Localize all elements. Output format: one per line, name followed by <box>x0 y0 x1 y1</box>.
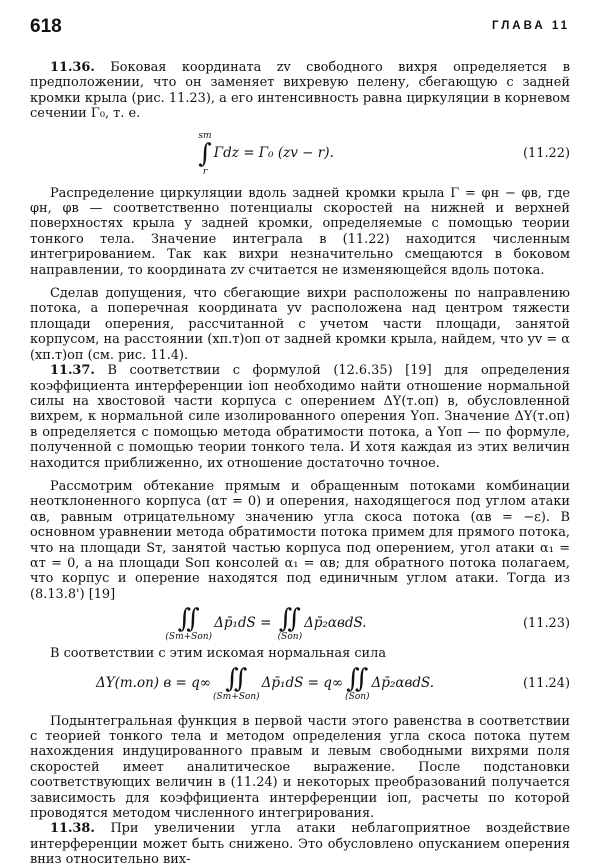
integral-sign: sm ∫ r <box>198 130 212 177</box>
paragraph-integrand: Подынтегральная функция в первой части этого равенства в соответствии с теорией тонкого тела и методом определения угла скоса потока путем нахождения индуцированного правым и левым свободными вихрями поля скоростей имеет аналитическое выражение. После подстановки соответствующих величин в (11.24) и некоторых преобразований получается зависимость для коэффициента интерференции iоп, расчеты по которой проводятся методом численного интегрирования. <box>30 713 570 822</box>
equation-body <box>30 602 500 646</box>
paragraph-11-37 <box>30 363 570 471</box>
equation-11-23 <box>30 602 570 646</box>
double-integral-sign: ∬ (Sоп) <box>277 604 303 643</box>
paragraph-flow: Рассмотрим обтекание прямым и обращенным потоками комбинации неотклоненного корпуса (αт = 0) и оперения, находящегося под углом атаки αв, равным отрицательному значению угла скоса потока (αв = −ε). В основном уравнении метода обратимости потока примем для прямого потока, что на площади Sт, занятой частью корпуса под оперением, угол атаки α₁ = αт = 0, а на площади Sоп консолей α₁ = αв; для обратного потока полагаем, что корпус и оперение находятся под единичным углом атаки. Тогда из (8.13.8') [19] <box>30 478 570 602</box>
lower-limit: r <box>202 166 208 177</box>
integration-domain: (Sоп) <box>277 632 303 643</box>
integrand: Γdz <box>213 144 239 161</box>
equation-rhs: = Γ₀ (zv − r). <box>243 144 334 161</box>
integration-domain: (Sт+Sоп) <box>213 691 260 702</box>
equation-number: (11.24) <box>523 675 570 691</box>
page-number: 618 <box>30 16 62 37</box>
paragraph-text: Боковая координата zv свободного вихря определяется в предположении, что он заменяет вихревую пелену, сбегающую с задней кромки крыла (рис. 11.23), а его интенсивность равна циркуляции в корневом сечении Γ₀, т. е. <box>30 60 570 122</box>
double-integral-sign: ∬ (Sт+Sоп) <box>165 604 213 643</box>
equation-11-24 <box>30 662 570 706</box>
paragraph-11-36 <box>30 60 570 122</box>
paragraph-text: При увеличении угла атаки неблагоприятное воздействие интерференции может быть снижено. Это обусловлено опусканием оперения вниз относительно вих- <box>30 821 570 868</box>
paragraph-11-38 <box>30 821 570 867</box>
integrand-left: Δp̄₁dS = <box>214 615 272 632</box>
paragraph-circulation: Распределение циркуляции вдоль задней кромки крыла Γ = φн − φв, где φн, φв — соответственно потенциалы скоростей на нижней и верхней поверхностях крыла у задней кромки, определяемые с помощью теории тонкого тела. Значение интеграла в (11.22) находится численным интегрированием. Так как вихри незначительно смещаются в боковом направлении, то координата zv считается не изменяющейся вдоль потока. <box>30 185 570 278</box>
equation-lhs: ΔY(т.оп) в = q∞ <box>95 674 211 691</box>
equation-body <box>30 122 500 186</box>
equation-number: (11.22) <box>523 145 570 161</box>
integration-domain: (Sт+Sоп) <box>165 632 213 643</box>
double-integral-sign: ∬ (Sоп) <box>345 663 370 702</box>
integration-domain: (Sоп) <box>345 691 370 702</box>
upper-limit: sm <box>198 130 212 141</box>
paragraph-normal-force: В соответствии с этим искомая нормальная сила <box>50 646 387 662</box>
paragraph-assumptions: Сделав допущения, что сбегающие вихри расположены по направлению потока, а поперечная координата yv расположена над центром тяжести площади оперения, рассчитанной с учетом части площади, занятой корпусом, на расстоянии (xп.т)оп от задней кромки крыла, найдем, что yv = α (xп.т)оп (см. рис. 11.4). <box>30 286 570 363</box>
equation-11-22 <box>30 122 570 186</box>
page-header <box>30 16 570 44</box>
double-integral-sign: ∬ (Sт+Sоп) <box>213 663 260 702</box>
section-number: 11.37. <box>50 363 95 379</box>
integrand-right: Δp̄₂αвdS. <box>371 674 435 691</box>
section-number: 11.38. <box>50 821 95 837</box>
integrand-right: Δp̄₂αвdS. <box>304 615 367 632</box>
section-number: 11.36. <box>50 60 95 75</box>
chapter-label: ГЛАВА 11 <box>492 20 570 32</box>
equation-number: (11.23) <box>523 616 570 632</box>
equation-body <box>30 662 500 706</box>
integrand-left: Δp̄₁dS = q∞ <box>261 674 344 691</box>
paragraph-text: В соответствии с формулой (12.6.35) [19] для определения коэффициента интерференции iоп необходимо найти отношение нормальной силы на хвостовой части корпуса с оперением ΔY(т.оп) в, обусловленной вихрем, к нормальной силе изолированного оперения Yоп. Значение ΔY(т.оп) в определяется с помощью метода обратимости потока, а Yоп — по формуле, полученной с помощью теории тонкого тела. И хотя каждая из этих величин находится приближенно, их отношение достаточно точное. <box>30 363 570 471</box>
body-text <box>30 60 570 868</box>
